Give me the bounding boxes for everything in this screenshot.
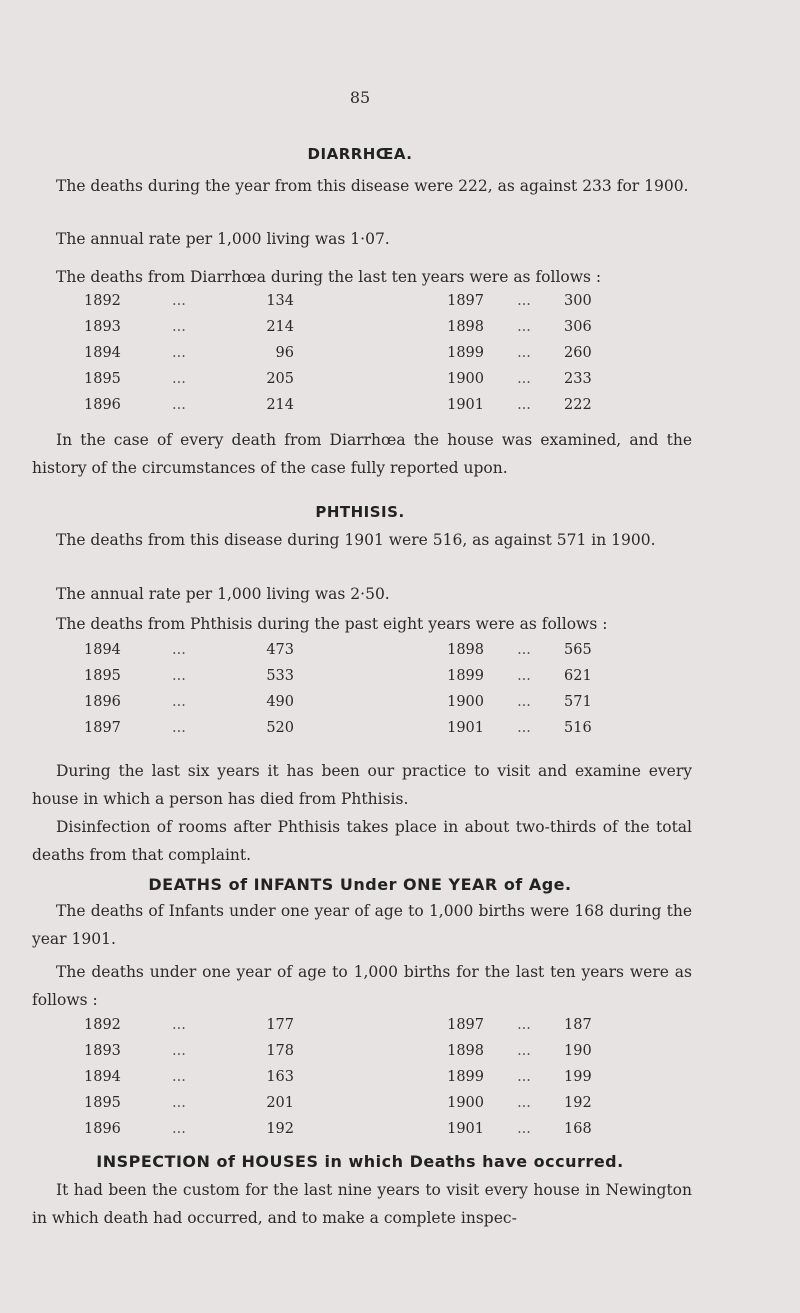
infants-paragraph-1: The deaths of Infants under one year of age to 1,000 births were 168 during the year 1901. [32,902,692,948]
diarrhoea-deaths-table [84,288,614,418]
deaths-left: 177 [266,1017,294,1033]
deaths-right: 571 [564,694,592,710]
leader-dots: ... [172,1043,186,1059]
table-row [84,1012,614,1038]
year-right: 1898 [447,642,484,658]
table-row [84,366,614,392]
year-left: 1896 [84,397,121,413]
deaths-left: 533 [266,668,294,684]
leader-dots: ... [517,371,531,387]
year-left: 1894 [84,642,121,658]
deaths-left: 96 [275,345,294,361]
year-left: 1896 [84,694,121,710]
deaths-right: 516 [564,720,592,736]
year-right: 1900 [447,694,484,710]
phthisis-paragraph-3: The deaths from Phthisis during the past eight years were as follows : [56,615,608,633]
leader-dots: ... [172,397,186,413]
year-right: 1901 [447,720,484,736]
deaths-right: 621 [564,668,592,684]
infants-heading: DEATHS of INFANTS Under ONE YEAR of Age. [148,875,572,894]
year-left: 1896 [84,1121,121,1137]
year-right: 1899 [447,668,484,684]
diarrhoea-heading: DIARRHŒA. [307,145,413,163]
deaths-left: 178 [266,1043,294,1059]
year-left: 1897 [84,720,121,736]
deaths-right: 306 [564,319,592,335]
year-right: 1901 [447,397,484,413]
year-left: 1892 [84,1017,121,1033]
leader-dots: ... [517,720,531,736]
leader-dots: ... [517,293,531,309]
deaths-left: 214 [266,397,294,413]
inspection-paragraph-1: It had been the custom for the last nine years to visit every house in Newington in which death had occurred, and to make a complete inspec- [32,1181,692,1227]
deaths-right: 168 [564,1121,592,1137]
leader-dots: ... [172,642,186,658]
page-number: 85 [349,88,371,107]
leader-dots: ... [517,1017,531,1033]
table-row [84,637,614,663]
year-left: 1895 [84,668,121,684]
phthisis-paragraph-1: The deaths from this disease during 1901 were 516, as against 571 in 1900. [56,531,656,549]
phthisis-paragraph-4: During the last six years it has been our practice to visit and examine every house in which a person has died from Phthisis. [32,762,692,808]
leader-dots: ... [172,371,186,387]
inspection-heading: INSPECTION of HOUSES in which Deaths have occurred. [96,1152,624,1171]
year-right: 1897 [447,293,484,309]
leader-dots: ... [517,345,531,361]
year-right: 1897 [447,1017,484,1033]
year-right: 1898 [447,1043,484,1059]
deaths-right: 260 [564,345,592,361]
leader-dots: ... [517,1043,531,1059]
leader-dots: ... [172,720,186,736]
leader-dots: ... [517,668,531,684]
table-row [84,288,614,314]
leader-dots: ... [517,397,531,413]
diarrhoea-paragraph-4: In the case of every death from Diarrhœa the house was examined, and the history of the circumstances of the case fully reported upon. [32,431,692,477]
leader-dots: ... [172,694,186,710]
table-row [84,689,614,715]
year-right: 1899 [447,345,484,361]
deaths-right: 190 [564,1043,592,1059]
infants-paragraph-2: The deaths under one year of age to 1,000 births for the last ten years were as follows : [32,963,692,1009]
deaths-right: 300 [564,293,592,309]
leader-dots: ... [172,668,186,684]
leader-dots: ... [172,1017,186,1033]
year-left: 1894 [84,345,121,361]
year-right: 1900 [447,371,484,387]
leader-dots: ... [172,293,186,309]
year-left: 1893 [84,319,121,335]
leader-dots: ... [172,319,186,335]
leader-dots: ... [172,1121,186,1137]
leader-dots: ... [172,1095,186,1111]
year-left: 1894 [84,1069,121,1085]
deaths-left: 205 [266,371,294,387]
table-row [84,715,614,741]
year-left: 1892 [84,293,121,309]
table-row [84,314,614,340]
diarrhoea-paragraph-2: The annual rate per 1,000 living was 1·07. [56,230,390,248]
phthisis-paragraph-5: Disinfection of rooms after Phthisis takes place in about two-thirds of the total deaths from that complaint. [32,818,692,864]
deaths-left: 214 [266,319,294,335]
table-row [84,1064,614,1090]
table-row [84,1116,614,1142]
year-right: 1900 [447,1095,484,1111]
leader-dots: ... [517,1121,531,1137]
year-left: 1895 [84,1095,121,1111]
deaths-right: 187 [564,1017,592,1033]
phthisis-deaths-table [84,637,614,741]
year-left: 1895 [84,371,121,387]
deaths-right: 222 [564,397,592,413]
deaths-right: 192 [564,1095,592,1111]
deaths-left: 473 [266,642,294,658]
leader-dots: ... [172,1069,186,1085]
diarrhoea-paragraph-3: The deaths from Diarrhœa during the last ten years were as follows : [56,268,602,286]
table-row [84,392,614,418]
leader-dots: ... [517,694,531,710]
year-left: 1893 [84,1043,121,1059]
deaths-left: 192 [266,1121,294,1137]
leader-dots: ... [172,345,186,361]
deaths-left: 490 [266,694,294,710]
phthisis-paragraph-2: The annual rate per 1,000 living was 2·50. [56,585,390,603]
deaths-right: 233 [564,371,592,387]
deaths-right: 199 [564,1069,592,1085]
phthisis-heading: PHTHISIS. [315,503,405,521]
diarrhoea-paragraph-1: The deaths during the year from this disease were 222, as against 233 for 1900. [56,177,689,195]
leader-dots: ... [517,1069,531,1085]
deaths-left: 163 [266,1069,294,1085]
leader-dots: ... [517,319,531,335]
year-right: 1899 [447,1069,484,1085]
table-row [84,1090,614,1116]
year-right: 1898 [447,319,484,335]
table-row [84,340,614,366]
leader-dots: ... [517,642,531,658]
table-row [84,663,614,689]
deaths-left: 134 [266,293,294,309]
deaths-right: 565 [564,642,592,658]
year-right: 1901 [447,1121,484,1137]
table-row [84,1038,614,1064]
leader-dots: ... [517,1095,531,1111]
infants-deaths-table [84,1012,614,1142]
deaths-left: 201 [266,1095,294,1111]
deaths-left: 520 [266,720,294,736]
